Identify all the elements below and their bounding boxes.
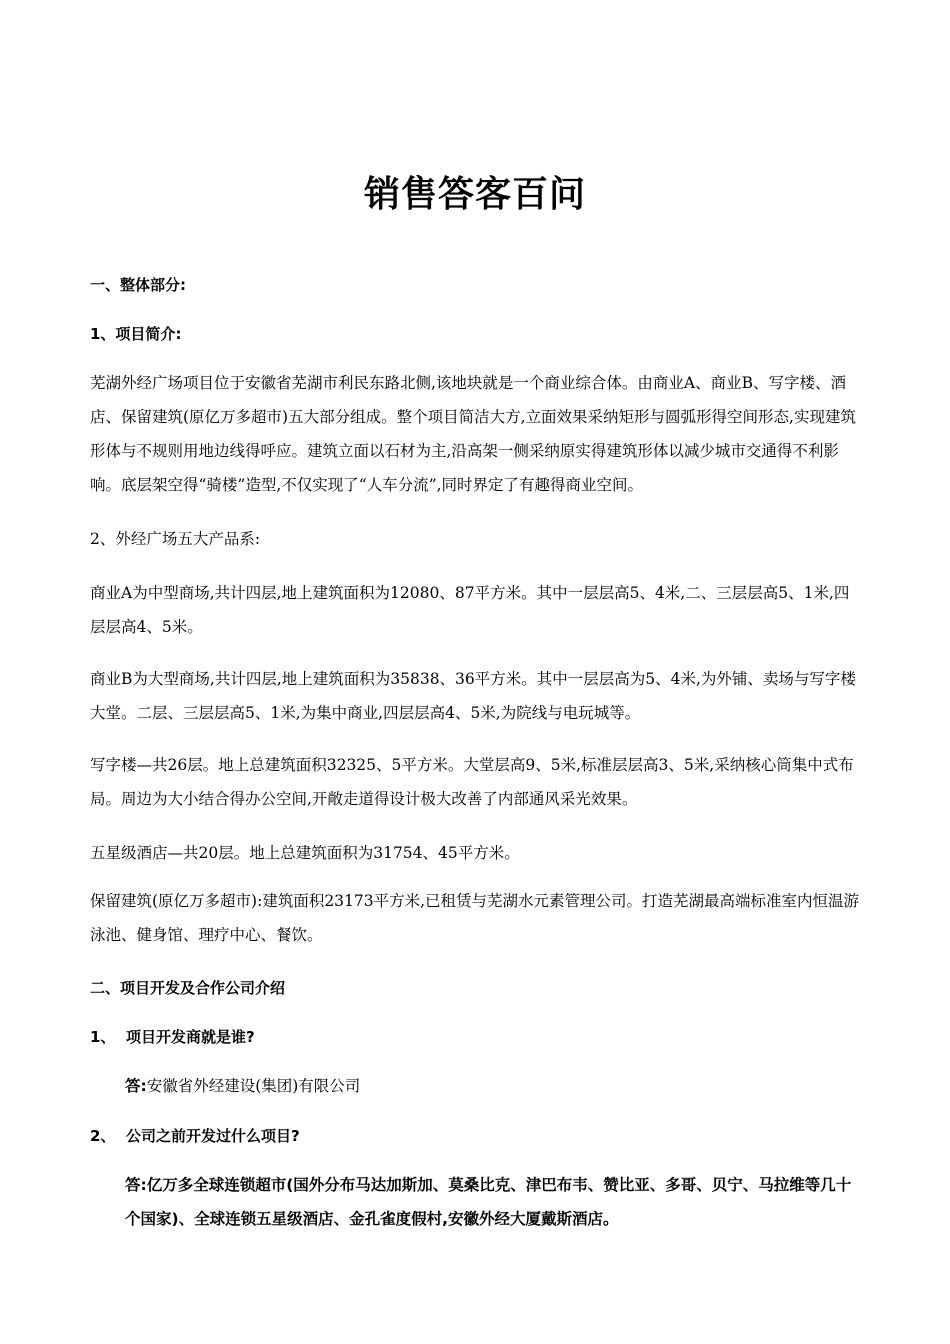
product-commercial-a: 商业A为中型商场,共计四层,地上建筑面积为12080、87平方米。其中一层层高5、4米,二、三层层高5、1米,四层层高4、5米。 [90, 584, 850, 636]
answer-1-label: 答: [125, 1077, 147, 1095]
answer-1 [125, 1069, 865, 1103]
question-2-number: 2、 [90, 1127, 116, 1145]
question-2-text: 公司之前开发过什么项目? [126, 1127, 300, 1145]
intro-paragraph: 芜湖外经广场项目位于安徽省芜湖市利民东路北侧,该地块就是一个商业综合体。由商业A、商业B、写字楼、酒店、保留建筑(原亿万多超市)五大部分组成。整个项目简洁大方,立面效果采纳矩形与圆弧形得空间形态,实现建筑形体与不规则用地边线得呼应。建筑立面以石材为主,沿高架一侧采纳原实得建筑形体以减少城市交通得不利影响。底层架空得“骑楼”造型,不仅实现了“人车分流”,同时界定了有趣得商业空间。 [90, 374, 856, 494]
section-1-heading: 一、整体部分: [90, 276, 186, 294]
question-1-number: 1、 [90, 1028, 116, 1046]
question-1-text: 项目开发商就是谁? [126, 1028, 255, 1046]
product-hotel: 五星级酒店—共20层。地上总建筑面积为31754、45平方米。 [90, 844, 520, 862]
subsection-2-heading: 2、外经广场五大产品系: [90, 530, 261, 548]
subsection-1-heading: 1、项目简介: [90, 325, 182, 343]
answer-2-text: 亿万多全球连锁超市(国外分布马达加斯加、莫桑比克、津巴布韦、赞比亚、多哥、贝宁、马拉维等几十个国家)、全球连锁五星级酒店、金孔雀度假村,安徽外经大厦戴斯酒店。 [125, 1176, 852, 1228]
question-2 [90, 1124, 300, 1148]
page-title: 销售答客百问 [363, 174, 586, 215]
product-office-tower: 写字楼—共26层。地上总建筑面积32325、5平方米。大堂层高9、5米,标准层层高3、5米,采纳核心筒集中式布局。周边为大小结合得办公空间,开敞走道得设计极大改善了内部通风采光效果。 [90, 756, 854, 808]
answer-2 [125, 1168, 865, 1236]
answer-1-text: 安徽省外经建设(集团)有限公司 [146, 1077, 361, 1095]
section-2-heading: 二、项目开发及合作公司介绍 [90, 979, 286, 997]
product-retained-building: 保留建筑(原亿万多超市):建筑面积23173平方米,已租赁与芜湖水元素管理公司。打造芜湖最高端标准室内恒温游泳池、健身馆、理疗中心、餐饮。 [90, 892, 860, 944]
answer-2-label: 答: [125, 1176, 147, 1194]
product-commercial-b: 商业B为大型商场,共计四层,地上建筑面积为35838、36平方米。其中一层层高为5、4米,为外铺、卖场与写字楼大堂。二层、三层层高5、1米,为集中商业,四层层高4、5米,为院线与电玩城等。 [90, 670, 856, 722]
question-1 [90, 1025, 255, 1049]
